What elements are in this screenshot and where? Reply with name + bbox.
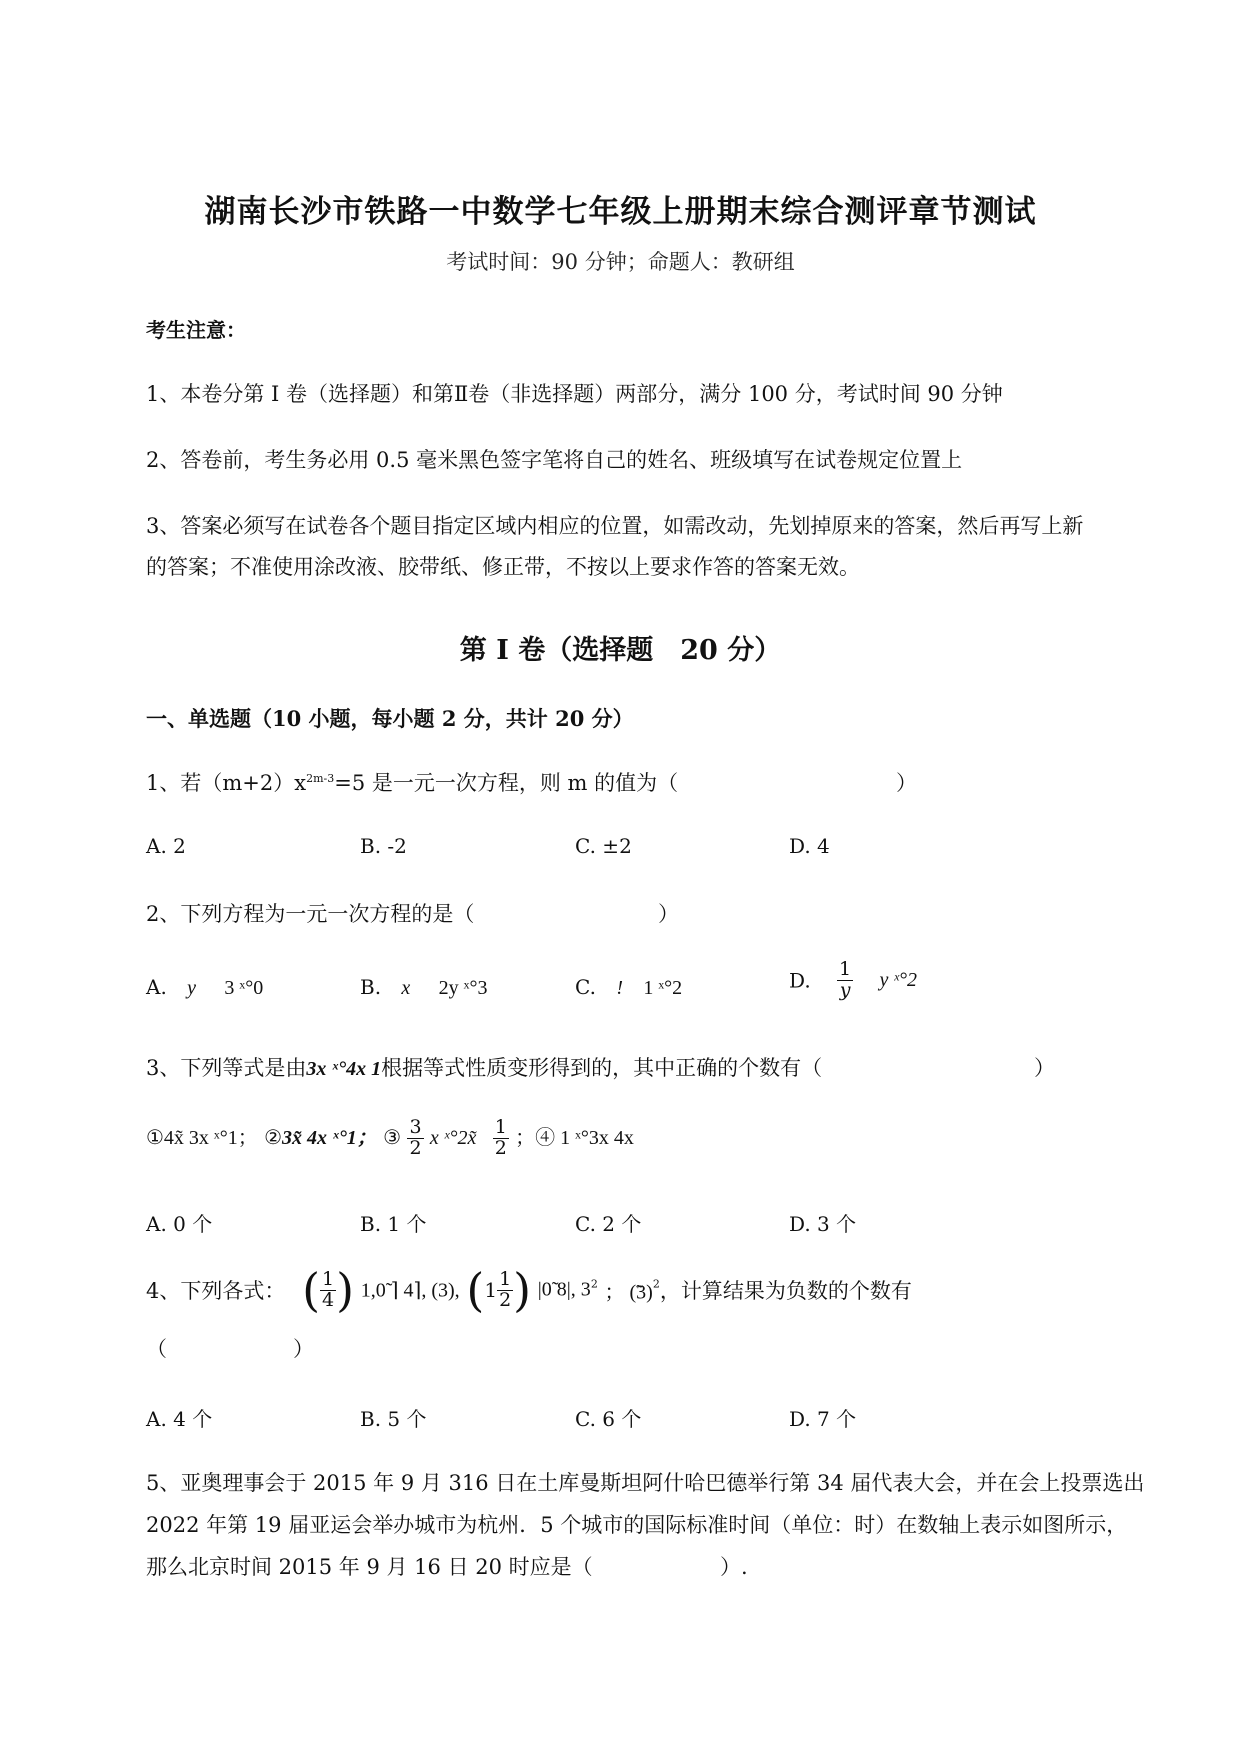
q3-option-d[interactable]: D. 3 个 <box>789 1212 857 1236</box>
question-2-stem: 2、下列方程为一元一次方程的是（ <box>146 902 475 926</box>
math-text: 2y ˣ°3 <box>438 977 488 999</box>
fraction-numerator: 1 <box>494 1116 507 1138</box>
fraction-denominator: 2 <box>499 1288 512 1311</box>
q1-exponent: 2m-3 <box>306 772 335 785</box>
q3-statement-1: ①4x̃ 3x ˣ°1； <box>146 1126 258 1149</box>
q3-option-a[interactable]: A. 0 个 <box>146 1212 213 1236</box>
q4-answer-blank: （ ） <box>146 1337 314 1361</box>
right-paren: ) <box>513 1263 532 1317</box>
math-text: ； (̃3) <box>604 1281 653 1304</box>
option-label: C. <box>575 975 596 999</box>
q4-option-c[interactable]: C. 6 个 <box>575 1407 642 1431</box>
question-5-line: 2022 年第 19 届亚运会举办城市为杭州．5 个城市的国际标准时间（单位：时）在数轴上表示如图所示， <box>146 1513 1128 1537</box>
q2-close-paren: ） <box>658 902 679 926</box>
notice-item: 2、答卷前，考生务必用 0.5 毫米黑色签字笔将自己的姓名、班级填写在试卷规定位置上 <box>146 448 963 472</box>
math-text: y <box>187 977 197 999</box>
fraction-numerator: 1 <box>499 1267 512 1290</box>
fraction <box>837 960 853 1001</box>
question-5-line: 5、亚奥理事会于 2015 年 9 月 316 日在土库曼斯坦阿什哈巴德举行第 34 届代表大会，并在会上投票选出 <box>146 1471 1145 1495</box>
fraction <box>320 1267 336 1311</box>
fraction-denominator: y <box>839 978 851 1001</box>
question-5-line: 那么北京时间 2015 年 9 月 16 日 20 时应是（ <box>146 1555 593 1579</box>
math-text: |0̃ 8|, 3 <box>537 1278 591 1301</box>
option-label: D. <box>789 968 811 993</box>
q1-option-d[interactable]: D. 4 <box>789 834 830 858</box>
exam-subtitle: 考试时间：90 分钟；命题人：教研组 <box>446 250 795 274</box>
q3-equation: 3x ˣ°4x 1 <box>306 1058 382 1080</box>
fraction-numerator: 1 <box>322 1267 335 1290</box>
q3-option-b[interactable]: B. 1 个 <box>360 1212 427 1236</box>
section-title: 第 I 卷（选择题 20 分） <box>459 635 782 666</box>
fraction-denominator: 2 <box>494 1136 507 1159</box>
q4-option-b[interactable]: B. 5 个 <box>360 1407 427 1431</box>
q1-option-a[interactable]: A. 2 <box>146 834 186 858</box>
q3-statement-2-label: ② <box>264 1124 283 1149</box>
q3-statement-4: ；④ 1 ˣ°3x 4x <box>515 1126 634 1149</box>
notice-item: 1、本卷分第 I 卷（选择题）和第Ⅱ卷（非选择题）两部分，满分 100 分，考试时间 90 分钟 <box>146 382 1003 406</box>
right-paren: ) <box>336 1263 355 1317</box>
math-text: 3 ˣ°0 <box>224 977 264 999</box>
fraction <box>497 1267 513 1311</box>
q1-option-b[interactable]: B. -2 <box>360 834 407 858</box>
left-paren: ( <box>466 1263 485 1317</box>
q4-option-d[interactable]: D. 7 个 <box>789 1407 857 1431</box>
q3-statements <box>146 1118 634 1159</box>
q1-stem-part: =5 是一元一次方程，则 m 的值为（ <box>334 771 679 795</box>
question-1-stem <box>146 767 678 797</box>
q3-close-paren: ） <box>1034 1056 1055 1080</box>
option-label: B. <box>360 975 382 999</box>
q2-option-b[interactable] <box>360 975 487 1000</box>
fraction-numerator: 1 <box>839 958 852 980</box>
exponent: 2 <box>590 1277 598 1291</box>
exponent: 2 <box>652 1277 660 1291</box>
question-3-stem <box>146 1052 822 1082</box>
q4-option-a[interactable]: A. 4 个 <box>146 1407 213 1431</box>
fraction <box>493 1118 509 1159</box>
math-text: x ˣ°2x̃ <box>429 1126 477 1149</box>
fraction-denominator: 2 <box>409 1136 422 1159</box>
notice-item: 3、答案必须写在试卷各个题目指定区域内相应的位置，如需改动，先划掉原来的答案，然后再写上新 <box>146 514 1084 538</box>
option-label: A. <box>146 975 167 999</box>
q1-stem-part: 1、若（m+2）x <box>146 771 307 795</box>
q3-stem-part: 3、下列等式是由 <box>146 1056 307 1080</box>
fraction <box>407 1118 423 1159</box>
notice-item: 的答案；不准使用涂改液、胶带纸、修正带，不按以上要求作答的答案无效。 <box>146 555 860 579</box>
q3-statement-2: 3x̃ 4x ˣ°1； <box>282 1126 377 1149</box>
q2-option-a[interactable] <box>146 975 263 1000</box>
fraction-denominator: 4 <box>322 1288 335 1311</box>
math-text: x <box>401 977 411 999</box>
q1-option-c[interactable]: C. ±2 <box>575 834 632 858</box>
math-text: 1 ˣ°2 <box>643 977 683 999</box>
math-text: 1,0̃ ⌉ 4⌉, (3), <box>360 1279 460 1302</box>
q3-stem-part: 根据等式性质变形得到的，其中正确的个数有（ <box>381 1056 823 1080</box>
q5-close-paren: ）. <box>720 1555 748 1579</box>
exam-title: 湖南长沙市铁路一中数学七年级上册期末综合测评章节测试 <box>204 194 1037 230</box>
left-paren: ( <box>302 1263 321 1317</box>
mixed-number-whole: 1 <box>484 1278 498 1302</box>
q4-stem-part: ，计算结果为负数的个数有 <box>659 1279 912 1303</box>
notice-heading: 考生注意： <box>146 318 246 342</box>
q2-option-c[interactable] <box>575 975 682 1000</box>
fraction-numerator: 3 <box>409 1116 422 1138</box>
q2-option-d[interactable] <box>789 960 917 1001</box>
section-subtitle: 一、单选题（10 小题，每小题 2 分，共计 20 分） <box>146 706 634 731</box>
math-text: y ˣ°2 <box>879 968 918 991</box>
q1-close-paren: ） <box>896 771 917 795</box>
question-4-stem <box>146 1263 912 1317</box>
math-text: ! <box>616 977 623 999</box>
q3-statement-3-label: ③ <box>383 1124 402 1149</box>
q4-stem-part: 4、下列各式： <box>146 1279 286 1303</box>
q3-option-c[interactable]: C. 2 个 <box>575 1212 642 1236</box>
